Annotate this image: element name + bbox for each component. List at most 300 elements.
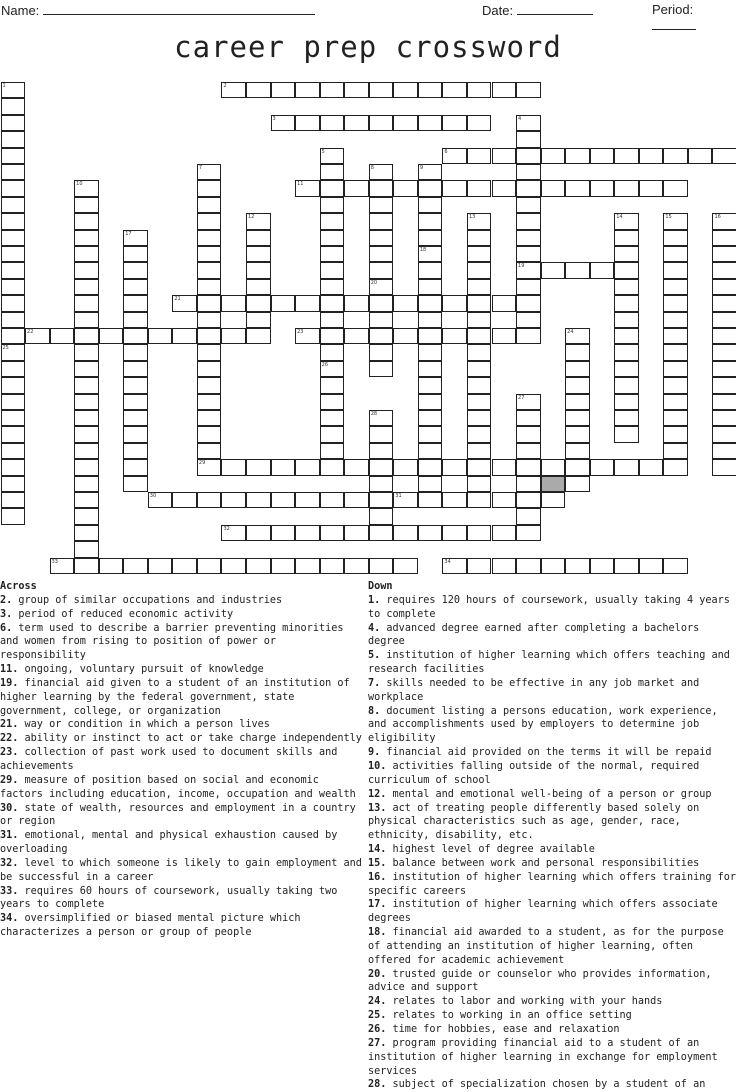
grid-cell[interactable]: [320, 312, 345, 328]
grid-cell[interactable]: [516, 180, 541, 196]
grid-cell[interactable]: [197, 426, 222, 442]
grid-cell[interactable]: [467, 230, 492, 246]
grid-cell[interactable]: [271, 459, 296, 475]
grid-cell[interactable]: [516, 230, 541, 246]
grid-cell[interactable]: [1, 377, 26, 393]
grid-cell[interactable]: [639, 180, 664, 196]
grid-cell[interactable]: [320, 394, 345, 410]
grid-cell[interactable]: [320, 246, 345, 262]
grid-cell[interactable]: [320, 262, 345, 278]
grid-cell[interactable]: [320, 82, 345, 98]
grid-cell[interactable]: [565, 476, 590, 492]
grid-cell[interactable]: [663, 246, 688, 262]
grid-cell[interactable]: [50, 328, 75, 344]
grid-cell[interactable]: [516, 262, 541, 278]
grid-cell[interactable]: [344, 492, 369, 508]
grid-cell[interactable]: [712, 295, 736, 311]
grid-cell[interactable]: [123, 312, 148, 328]
grid-cell[interactable]: [50, 558, 75, 574]
grid-cell[interactable]: [246, 82, 271, 98]
grid-cell[interactable]: [614, 558, 639, 574]
grid-cell[interactable]: [246, 328, 271, 344]
grid-cell[interactable]: [663, 213, 688, 229]
grid-cell[interactable]: [614, 295, 639, 311]
grid-cell[interactable]: [74, 213, 99, 229]
grid-cell[interactable]: [369, 476, 394, 492]
grid-cell[interactable]: [418, 115, 443, 131]
grid-cell[interactable]: [418, 213, 443, 229]
grid-cell[interactable]: [565, 344, 590, 360]
grid-cell[interactable]: [663, 443, 688, 459]
grid-cell[interactable]: [467, 312, 492, 328]
grid-cell[interactable]: [467, 426, 492, 442]
grid-cell[interactable]: [492, 558, 517, 574]
grid-cell[interactable]: [295, 328, 320, 344]
grid-cell[interactable]: [197, 410, 222, 426]
grid-cell[interactable]: [369, 213, 394, 229]
period-field[interactable]: [652, 2, 736, 33]
grid-cell[interactable]: [369, 410, 394, 426]
grid-cell[interactable]: [246, 295, 271, 311]
grid-cell[interactable]: [197, 213, 222, 229]
grid-cell[interactable]: [320, 525, 345, 541]
grid-cell[interactable]: [320, 148, 345, 164]
grid-cell[interactable]: [74, 279, 99, 295]
grid-cell[interactable]: [320, 279, 345, 295]
grid-cell[interactable]: [74, 262, 99, 278]
grid-cell[interactable]: [369, 426, 394, 442]
grid-cell[interactable]: [320, 361, 345, 377]
grid-cell[interactable]: [99, 558, 124, 574]
grid-cell[interactable]: [516, 476, 541, 492]
grid-cell[interactable]: [123, 230, 148, 246]
grid-cell[interactable]: [320, 115, 345, 131]
grid-cell[interactable]: [123, 246, 148, 262]
grid-cell[interactable]: [197, 295, 222, 311]
grid-cell[interactable]: [614, 230, 639, 246]
grid-cell[interactable]: [492, 295, 517, 311]
grid-cell[interactable]: [516, 443, 541, 459]
grid-cell[interactable]: [393, 492, 418, 508]
grid-cell[interactable]: [246, 525, 271, 541]
grid-cell[interactable]: [614, 377, 639, 393]
grid-cell[interactable]: [541, 558, 566, 574]
grid-cell[interactable]: [271, 525, 296, 541]
grid-cell[interactable]: [1, 295, 26, 311]
grid-cell[interactable]: [467, 148, 492, 164]
grid-cell[interactable]: [590, 459, 615, 475]
grid-cell[interactable]: [393, 82, 418, 98]
grid-cell[interactable]: [639, 459, 664, 475]
grid-cell[interactable]: [614, 180, 639, 196]
grid-cell[interactable]: [1, 262, 26, 278]
grid-cell[interactable]: [197, 443, 222, 459]
grid-cell[interactable]: [442, 459, 467, 475]
grid-cell[interactable]: [74, 180, 99, 196]
grid-cell[interactable]: [99, 328, 124, 344]
grid-cell[interactable]: [344, 328, 369, 344]
grid-cell[interactable]: [74, 312, 99, 328]
grid-cell[interactable]: [74, 394, 99, 410]
grid-cell[interactable]: [1, 426, 26, 442]
grid-cell[interactable]: [344, 115, 369, 131]
grid-cell[interactable]: [418, 394, 443, 410]
grid-cell[interactable]: [492, 328, 517, 344]
grid-cell[interactable]: [663, 148, 688, 164]
grid-cell[interactable]: [393, 180, 418, 196]
grid-cell[interactable]: [123, 328, 148, 344]
grid-cell[interactable]: [271, 82, 296, 98]
date-blank-line[interactable]: [517, 2, 593, 15]
grid-cell[interactable]: [663, 426, 688, 442]
grid-cell[interactable]: [74, 410, 99, 426]
grid-cell[interactable]: [369, 328, 394, 344]
grid-cell[interactable]: [74, 361, 99, 377]
grid-cell[interactable]: [467, 279, 492, 295]
grid-cell[interactable]: [467, 476, 492, 492]
grid-cell[interactable]: [516, 164, 541, 180]
grid-cell[interactable]: [1, 180, 26, 196]
grid-cell[interactable]: [123, 262, 148, 278]
grid-cell[interactable]: [590, 180, 615, 196]
grid-cell[interactable]: [246, 279, 271, 295]
grid-cell[interactable]: [344, 558, 369, 574]
grid-cell[interactable]: [320, 443, 345, 459]
grid-cell[interactable]: [320, 164, 345, 180]
grid-cell[interactable]: [74, 246, 99, 262]
name-field[interactable]: [1, 2, 315, 18]
grid-cell[interactable]: [663, 180, 688, 196]
grid-cell[interactable]: [516, 492, 541, 508]
grid-cell[interactable]: [320, 180, 345, 196]
grid-cell[interactable]: [369, 492, 394, 508]
grid-cell[interactable]: [1, 508, 26, 524]
grid-cell[interactable]: [516, 328, 541, 344]
grid-cell[interactable]: [663, 459, 688, 475]
grid-cell[interactable]: [148, 328, 173, 344]
grid-cell[interactable]: [565, 148, 590, 164]
grid-cell[interactable]: [541, 492, 566, 508]
grid-cell[interactable]: [467, 262, 492, 278]
grid-cell[interactable]: [663, 312, 688, 328]
grid-cell[interactable]: [246, 558, 271, 574]
grid-cell[interactable]: [246, 312, 271, 328]
grid-cell[interactable]: [74, 476, 99, 492]
grid-cell[interactable]: [418, 262, 443, 278]
grid-cell[interactable]: [369, 164, 394, 180]
grid-cell[interactable]: [712, 262, 736, 278]
grid-cell[interactable]: [516, 246, 541, 262]
grid-cell[interactable]: [172, 328, 197, 344]
grid-cell[interactable]: [1, 344, 26, 360]
grid-cell[interactable]: [712, 377, 736, 393]
grid-cell[interactable]: [516, 131, 541, 147]
grid-cell[interactable]: [418, 492, 443, 508]
grid-cell[interactable]: [246, 262, 271, 278]
grid-cell[interactable]: [590, 262, 615, 278]
grid-cell[interactable]: [197, 377, 222, 393]
grid-cell[interactable]: [369, 262, 394, 278]
grid-cell[interactable]: [1, 230, 26, 246]
grid-cell[interactable]: [712, 328, 736, 344]
grid-cell[interactable]: [467, 443, 492, 459]
grid-cell[interactable]: [418, 525, 443, 541]
grid-cell[interactable]: [442, 82, 467, 98]
grid-cell[interactable]: [369, 344, 394, 360]
grid-cell[interactable]: [565, 443, 590, 459]
grid-cell[interactable]: [197, 262, 222, 278]
grid-cell[interactable]: [467, 328, 492, 344]
grid-cell[interactable]: [1, 131, 26, 147]
grid-cell[interactable]: [516, 525, 541, 541]
grid-cell[interactable]: [74, 459, 99, 475]
grid-cell[interactable]: [123, 361, 148, 377]
grid-cell[interactable]: [639, 558, 664, 574]
grid-cell[interactable]: [369, 180, 394, 196]
grid-cell[interactable]: [1, 213, 26, 229]
grid-cell[interactable]: [172, 492, 197, 508]
grid-cell[interactable]: [295, 295, 320, 311]
grid-cell[interactable]: [565, 377, 590, 393]
grid-cell[interactable]: [663, 279, 688, 295]
grid-cell[interactable]: [197, 164, 222, 180]
grid-cell[interactable]: [712, 344, 736, 360]
grid-cell[interactable]: [663, 295, 688, 311]
grid-cell[interactable]: [663, 230, 688, 246]
grid-cell[interactable]: [516, 410, 541, 426]
grid-cell[interactable]: [74, 377, 99, 393]
grid-cell[interactable]: [123, 279, 148, 295]
grid-cell[interactable]: [418, 246, 443, 262]
grid-cell[interactable]: [148, 558, 173, 574]
grid-cell[interactable]: [663, 262, 688, 278]
grid-cell[interactable]: [614, 426, 639, 442]
grid-cell[interactable]: [614, 394, 639, 410]
grid-cell[interactable]: [418, 410, 443, 426]
grid-cell[interactable]: [418, 295, 443, 311]
grid-cell[interactable]: [614, 459, 639, 475]
grid-cell[interactable]: [344, 180, 369, 196]
grid-cell[interactable]: [565, 394, 590, 410]
grid-cell[interactable]: [418, 344, 443, 360]
grid-cell[interactable]: [467, 377, 492, 393]
grid-cell[interactable]: [467, 82, 492, 98]
grid-cell[interactable]: [418, 197, 443, 213]
grid-cell[interactable]: [320, 295, 345, 311]
grid-cell[interactable]: [663, 410, 688, 426]
grid-cell[interactable]: [442, 180, 467, 196]
grid-cell[interactable]: [663, 394, 688, 410]
grid-cell[interactable]: [712, 394, 736, 410]
grid-cell[interactable]: [418, 180, 443, 196]
grid-cell[interactable]: [344, 82, 369, 98]
grid-cell[interactable]: [516, 508, 541, 524]
grid-cell[interactable]: [541, 459, 566, 475]
grid-cell[interactable]: [1, 394, 26, 410]
grid-cell[interactable]: [1, 148, 26, 164]
grid-cell[interactable]: [688, 148, 713, 164]
grid-cell[interactable]: [418, 476, 443, 492]
grid-cell[interactable]: [467, 180, 492, 196]
grid-cell[interactable]: [320, 459, 345, 475]
grid-cell[interactable]: [1, 410, 26, 426]
grid-cell[interactable]: [393, 295, 418, 311]
grid-cell[interactable]: [369, 197, 394, 213]
grid-cell[interactable]: [369, 443, 394, 459]
grid-cell[interactable]: [418, 82, 443, 98]
grid-cell[interactable]: [1, 279, 26, 295]
grid-cell[interactable]: [74, 558, 99, 574]
grid-cell[interactable]: [320, 377, 345, 393]
grid-cell[interactable]: [172, 295, 197, 311]
grid-cell[interactable]: [442, 148, 467, 164]
grid-cell[interactable]: [369, 246, 394, 262]
grid-cell[interactable]: [516, 279, 541, 295]
grid-cell[interactable]: [295, 82, 320, 98]
grid-cell[interactable]: [1, 492, 26, 508]
grid-cell[interactable]: [25, 328, 50, 344]
grid-cell[interactable]: [369, 230, 394, 246]
grid-cell[interactable]: [271, 558, 296, 574]
grid-cell[interactable]: [442, 328, 467, 344]
grid-cell[interactable]: [123, 443, 148, 459]
grid-cell[interactable]: [467, 246, 492, 262]
grid-cell[interactable]: [123, 410, 148, 426]
grid-cell[interactable]: [295, 525, 320, 541]
grid-cell[interactable]: [565, 558, 590, 574]
grid-cell[interactable]: [516, 197, 541, 213]
grid-cell[interactable]: [197, 246, 222, 262]
grid-cell[interactable]: [197, 394, 222, 410]
grid-cell[interactable]: [467, 558, 492, 574]
grid-cell[interactable]: [442, 295, 467, 311]
grid-cell[interactable]: [712, 148, 736, 164]
grid-cell[interactable]: [712, 230, 736, 246]
grid-cell[interactable]: [369, 295, 394, 311]
grid-cell[interactable]: [590, 148, 615, 164]
grid-cell[interactable]: [271, 115, 296, 131]
grid-cell[interactable]: [467, 492, 492, 508]
grid-cell[interactable]: [516, 426, 541, 442]
grid-cell[interactable]: [663, 361, 688, 377]
grid-cell[interactable]: [516, 295, 541, 311]
grid-cell[interactable]: [565, 180, 590, 196]
grid-cell[interactable]: [271, 295, 296, 311]
grid-cell[interactable]: [467, 295, 492, 311]
grid-cell[interactable]: [614, 148, 639, 164]
grid-cell[interactable]: [197, 312, 222, 328]
grid-cell[interactable]: [418, 328, 443, 344]
grid-cell[interactable]: [221, 525, 246, 541]
grid-cell[interactable]: [123, 459, 148, 475]
grid-cell[interactable]: [565, 410, 590, 426]
grid-cell[interactable]: [442, 492, 467, 508]
grid-cell[interactable]: [418, 361, 443, 377]
grid-cell[interactable]: [663, 328, 688, 344]
grid-cell[interactable]: [74, 295, 99, 311]
grid-cell[interactable]: [197, 361, 222, 377]
grid-cell[interactable]: [344, 525, 369, 541]
grid-cell[interactable]: [123, 476, 148, 492]
grid-cell[interactable]: [369, 525, 394, 541]
grid-cell[interactable]: [74, 426, 99, 442]
grid-cell[interactable]: [320, 492, 345, 508]
grid-cell[interactable]: [1, 115, 26, 131]
grid-cell[interactable]: [712, 426, 736, 442]
grid-cell[interactable]: [565, 426, 590, 442]
grid-cell[interactable]: [74, 508, 99, 524]
grid-cell[interactable]: [393, 115, 418, 131]
grid-cell[interactable]: [246, 246, 271, 262]
grid-cell[interactable]: [442, 525, 467, 541]
grid-cell[interactable]: [712, 213, 736, 229]
grid-cell[interactable]: [467, 394, 492, 410]
grid-cell[interactable]: [1, 459, 26, 475]
grid-cell[interactable]: [565, 328, 590, 344]
grid-cell[interactable]: [1, 82, 26, 98]
grid-cell[interactable]: [221, 82, 246, 98]
grid-cell[interactable]: [1, 328, 26, 344]
grid-cell[interactable]: [663, 377, 688, 393]
grid-cell[interactable]: [197, 492, 222, 508]
grid-cell[interactable]: [1, 164, 26, 180]
name-blank-line[interactable]: [43, 2, 315, 15]
grid-cell[interactable]: [172, 558, 197, 574]
grid-cell[interactable]: [614, 361, 639, 377]
grid-cell[interactable]: [369, 508, 394, 524]
grid-cell[interactable]: [467, 410, 492, 426]
grid-cell[interactable]: [369, 279, 394, 295]
grid-cell[interactable]: [467, 115, 492, 131]
grid-cell[interactable]: [221, 558, 246, 574]
grid-cell[interactable]: [614, 213, 639, 229]
grid-cell[interactable]: [369, 459, 394, 475]
grid-cell[interactable]: [74, 443, 99, 459]
grid-cell[interactable]: [197, 558, 222, 574]
grid-cell[interactable]: [663, 558, 688, 574]
grid-cell[interactable]: [565, 262, 590, 278]
grid-cell[interactable]: [393, 328, 418, 344]
grid-cell[interactable]: [320, 213, 345, 229]
grid-cell[interactable]: [148, 492, 173, 508]
grid-cell[interactable]: [541, 148, 566, 164]
grid-cell[interactable]: [344, 459, 369, 475]
grid-cell[interactable]: [614, 410, 639, 426]
grid-cell[interactable]: [295, 115, 320, 131]
grid-cell[interactable]: [418, 459, 443, 475]
grid-cell[interactable]: [295, 492, 320, 508]
grid-cell[interactable]: [221, 459, 246, 475]
grid-cell[interactable]: [74, 197, 99, 213]
grid-cell[interactable]: [418, 312, 443, 328]
grid-cell[interactable]: [344, 295, 369, 311]
grid-cell[interactable]: [369, 115, 394, 131]
grid-cell[interactable]: [1, 443, 26, 459]
grid-cell[interactable]: [492, 525, 517, 541]
grid-cell[interactable]: [123, 426, 148, 442]
grid-cell[interactable]: [614, 328, 639, 344]
grid-cell[interactable]: [492, 82, 517, 98]
grid-cell[interactable]: [123, 377, 148, 393]
grid-cell[interactable]: [418, 164, 443, 180]
grid-cell[interactable]: [516, 82, 541, 98]
grid-cell[interactable]: [197, 197, 222, 213]
grid-cell[interactable]: [369, 82, 394, 98]
grid-cell[interactable]: [516, 115, 541, 131]
grid-cell[interactable]: [221, 295, 246, 311]
grid-cell[interactable]: [197, 279, 222, 295]
grid-cell[interactable]: [197, 344, 222, 360]
